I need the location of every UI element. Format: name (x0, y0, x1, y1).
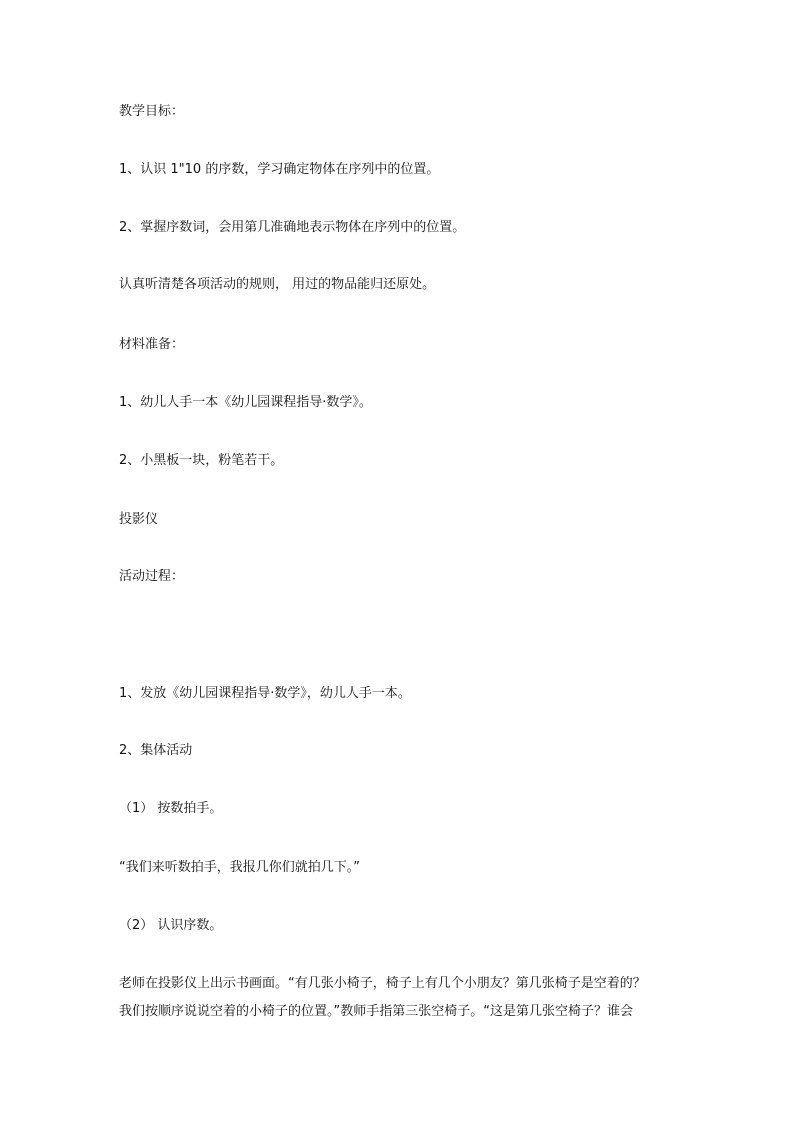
process-step-1: 1、发放《幼儿园课程指导·数学》，幼儿人手一本。 (119, 686, 411, 701)
sub-step-1: （1） 按数拍手。 (119, 801, 223, 816)
process-step-2: 2、集体活动 (119, 743, 193, 758)
teacher-quote-1: “我们来听数拍手，我报几你们就拍几下。” (119, 860, 360, 875)
heading-materials: 材料准备： (119, 337, 185, 352)
material-item-2: 2、小黑板一块，粉笔若干。 (119, 453, 284, 468)
goal-item-1: 1、认识 1"10 的序数，学习确定物体在序列中的位置。 (119, 162, 440, 177)
sub-step-2: （2） 认识序数。 (119, 918, 223, 933)
goal-item-3: 认真听清楚各项活动的规则， 用过的物品能归还原处。 (119, 277, 436, 292)
goal-item-2: 2、掌握序数词，会用第几准确地表示物体在序列中的位置。 (119, 220, 466, 235)
material-item-3: 投影仪 (119, 512, 159, 527)
paragraph-line-1: 老师在投影仪上出示书画面。“有几张小椅子，椅子上有几个小朋友？第几张椅子是空着的？ (119, 976, 646, 991)
paragraph-line-2: 我们按顺序说说空着的小椅子的位置。”教师手指第三张空椅子。“这是第几张空椅子？谁会 (119, 1004, 633, 1019)
heading-teaching-goals: 教学目标： (119, 104, 185, 119)
material-item-1: 1、幼儿人手一本《幼儿园课程指导·数学》。 (119, 395, 372, 410)
heading-activity-process: 活动过程： (119, 569, 185, 584)
